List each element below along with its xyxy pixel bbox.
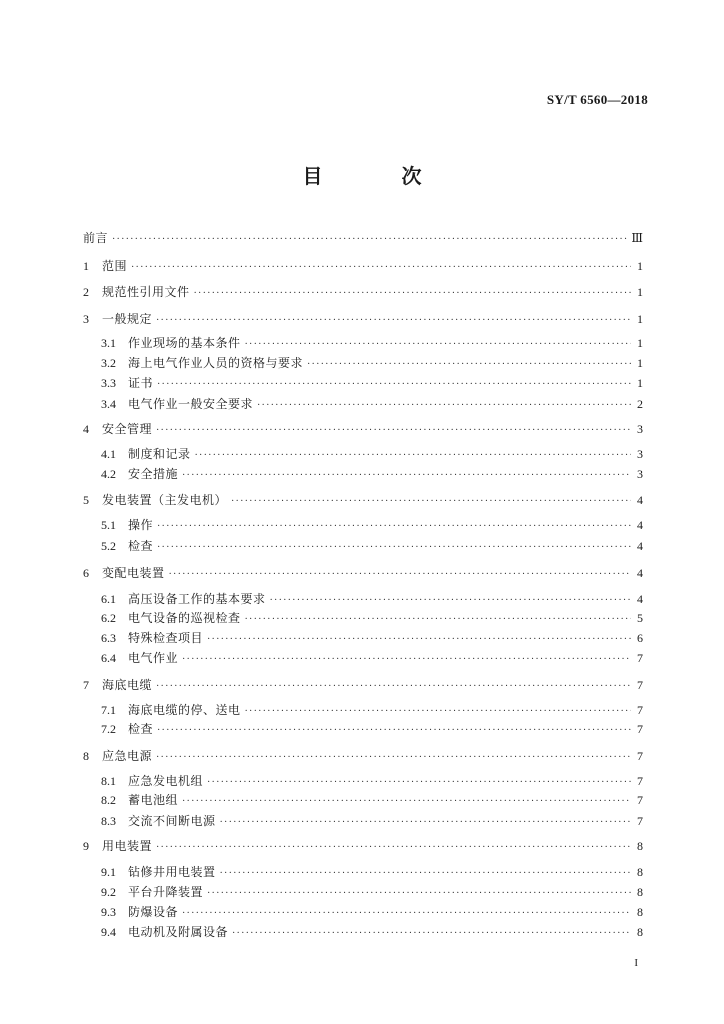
toc-entry[interactable] [101,813,643,831]
toc-entry-page: 4 [637,493,643,507]
toc-entry-number: 3.4 [101,397,116,411]
toc-entry-number: 2 [83,285,89,299]
toc-entry[interactable] [101,792,643,810]
toc-entry[interactable] [83,748,643,766]
toc-leader-dots [182,468,631,484]
toc-entry-page: 4 [637,539,643,553]
toc-entry-page: 1 [637,356,643,370]
toc-entry-page: 8 [637,865,643,879]
toc-entry-title: 应急电源 [102,749,153,763]
toc-entry-title: 电气设备的巡视检查 [128,611,241,625]
toc-leader-dots [156,750,631,766]
toc-entry-page: 7 [637,814,643,828]
toc-entry-number: 8.1 [101,774,116,788]
toc-entry[interactable] [101,884,643,902]
toc-entry[interactable] [83,677,643,695]
toc-entry-page: 1 [637,259,643,273]
toc-entry-number: 5 [83,493,89,507]
toc-entry-number: 8 [83,749,89,763]
toc-entry-page: 1 [637,285,643,299]
page-number: I [634,957,638,969]
toc-entry-number: 1 [83,259,89,273]
toc-entry-title: 一般规定 [102,312,153,326]
toc-entry[interactable] [101,904,643,922]
toc-entry[interactable] [101,721,643,739]
toc-entry-number: 6.1 [101,592,116,606]
toc-leader-dots [157,540,631,556]
toc-leader-dots [156,423,631,439]
toc-entry[interactable] [101,630,643,648]
toc-entry-page: 1 [637,312,643,326]
toc-entry-page: 7 [637,749,643,763]
toc-entry[interactable] [83,838,643,856]
toc-entry-title: 高压设备工作的基本要求 [128,592,266,606]
toc-leader-dots [195,448,631,464]
toc-entry-title: 检查 [128,539,154,553]
toc-entry[interactable] [101,466,643,484]
toc-entry-page: 8 [637,839,643,853]
toc-entry-title: 规范性引用文件 [102,285,190,299]
toc-leader-dots [157,377,631,393]
toc-entry-page: 3 [637,422,643,436]
toc-entry-title: 海底电缆 [102,678,153,692]
toc-entry-page: 4 [637,518,643,532]
toc-leader-dots [245,704,631,720]
toc-entry-title: 安全管理 [102,422,153,436]
toc-entry-title: 变配电装置 [102,566,165,580]
toc-entry[interactable] [101,610,643,628]
toc-entry[interactable] [83,492,643,510]
toc-entry-title: 特殊检查项目 [128,631,204,645]
toc-entry-page: 3 [637,447,643,461]
toc-entry[interactable] [83,258,643,276]
toc-entry[interactable] [101,446,643,464]
toc-entry-title: 检查 [128,722,154,736]
toc-entry-title: 制度和记录 [128,447,191,461]
toc-entry-page: 7 [637,793,643,807]
toc-entry-page: 5 [637,611,643,625]
toc-entry-title: 应急发电机组 [128,774,204,788]
toc-entry-number: 3.1 [101,336,116,350]
toc-entry-title: 交流不间断电源 [128,814,216,828]
toc-entry-page: 1 [637,336,643,350]
toc-leader-dots [112,232,627,248]
toc-entry[interactable] [101,702,643,720]
toc-leader-dots [232,926,631,942]
toc-entry-number: 5.1 [101,518,116,532]
toc-entry[interactable] [101,650,643,668]
toc-entry-number: 4 [83,422,89,436]
toc-entry-title: 用电装置 [102,839,153,853]
toc-leader-dots [245,337,631,353]
page-title: 目 次 [302,164,458,188]
toc-leader-dots [257,398,631,414]
toc-entry-page: 7 [637,651,643,665]
toc-entry-number: 7.2 [101,722,116,736]
toc-leader-dots [207,775,631,791]
toc-entry-number: 8.3 [101,814,116,828]
toc-entry[interactable] [101,375,643,393]
toc-entry[interactable] [83,230,643,248]
toc-leader-dots [220,815,631,831]
toc-entry[interactable] [101,864,643,882]
toc-entry-title: 平台升降装置 [128,885,204,899]
toc-leader-dots [182,906,631,922]
toc-entry-number: 3.2 [101,356,116,370]
toc-entry[interactable] [101,396,643,414]
toc-leader-dots [156,840,631,856]
toc-leader-dots [157,519,631,535]
toc-leader-dots [231,494,631,510]
toc-entry[interactable] [101,924,643,942]
standard-number: SY/T 6560—2018 [546,92,648,107]
toc-entry-number: 3.3 [101,376,116,390]
toc-leader-dots [245,612,631,628]
toc-entry-page: 3 [637,467,643,481]
toc-entry-title: 安全措施 [128,467,179,481]
toc-entry-number: 9 [83,839,89,853]
toc-leader-dots [207,886,631,902]
toc-entry-title: 操作 [128,518,154,532]
toc-entry[interactable] [101,773,643,791]
toc-entry-page: Ⅲ [631,231,643,245]
toc-entry-title: 发电装置（主发电机） [102,493,228,507]
toc-entry[interactable] [83,284,643,302]
toc-entry-title: 钻修井用电装置 [128,865,216,879]
toc-leader-dots [270,593,631,609]
toc-entry-title: 证书 [128,376,154,390]
toc-entry-page: 6 [637,631,643,645]
toc-entry-page: 2 [637,397,643,411]
toc-entry-number: 6.3 [101,631,116,645]
toc-entry-number: 7.1 [101,703,116,717]
toc-leader-dots [307,357,631,373]
toc-leader-dots [207,632,631,648]
toc-leader-dots [220,866,631,882]
toc-leader-dots [131,260,631,276]
toc-entry-title: 电动机及附属设备 [128,925,229,939]
toc-entry[interactable] [101,591,643,609]
toc-entry-title: 前言 [83,231,109,245]
toc-entry-page: 8 [637,885,643,899]
toc-entry-title: 范围 [102,259,128,273]
toc-entry-title: 海上电气作业人员的资格与要求 [128,356,304,370]
toc-entry-number: 6.4 [101,651,116,665]
toc-leader-dots [182,794,631,810]
toc-leader-dots [169,567,631,583]
toc-entry-title: 海底电缆的停、送电 [128,703,241,717]
toc-entry[interactable] [101,517,643,535]
toc-entry-page: 7 [637,722,643,736]
toc-entry-number: 6.2 [101,611,116,625]
toc-entry-page: 1 [637,376,643,390]
toc-entry[interactable] [83,421,643,439]
toc-entry-page: 8 [637,905,643,919]
toc-entry[interactable] [101,335,643,353]
toc-entry-number: 7 [83,678,89,692]
toc-leader-dots [156,679,631,695]
toc-entry-number: 4.2 [101,467,116,481]
toc-leader-dots [157,723,631,739]
toc-entry[interactable] [101,355,643,373]
toc-entry[interactable] [83,311,643,329]
toc-entry-number: 3 [83,312,89,326]
toc-entry-page: 7 [637,678,643,692]
toc-entry-title: 蓄电池组 [128,793,179,807]
toc-leader-dots [194,286,631,302]
toc-entry-number: 6 [83,566,89,580]
toc-entry-title: 防爆设备 [128,905,179,919]
toc-entry-number: 9.1 [101,865,116,879]
toc-entry-number: 9.2 [101,885,116,899]
toc-leader-dots [156,313,631,329]
toc-entry-title: 电气作业一般安全要求 [128,397,254,411]
toc-leader-dots [182,652,631,668]
toc-entry-title: 作业现场的基本条件 [128,336,241,350]
toc-entry-number: 9.4 [101,925,116,939]
toc-entry-number: 9.3 [101,905,116,919]
toc-entry-page: 4 [637,592,643,606]
toc-entry-page: 7 [637,774,643,788]
toc-entry-title: 电气作业 [128,651,179,665]
toc-entry-number: 4.1 [101,447,116,461]
toc-entry-page: 4 [637,566,643,580]
toc-entry-number: 8.2 [101,793,116,807]
toc-entry-page: 8 [637,925,643,939]
toc-entry[interactable] [83,565,643,583]
toc-entry[interactable] [101,538,643,556]
toc-entry-number: 5.2 [101,539,116,553]
toc-entry-page: 7 [637,703,643,717]
